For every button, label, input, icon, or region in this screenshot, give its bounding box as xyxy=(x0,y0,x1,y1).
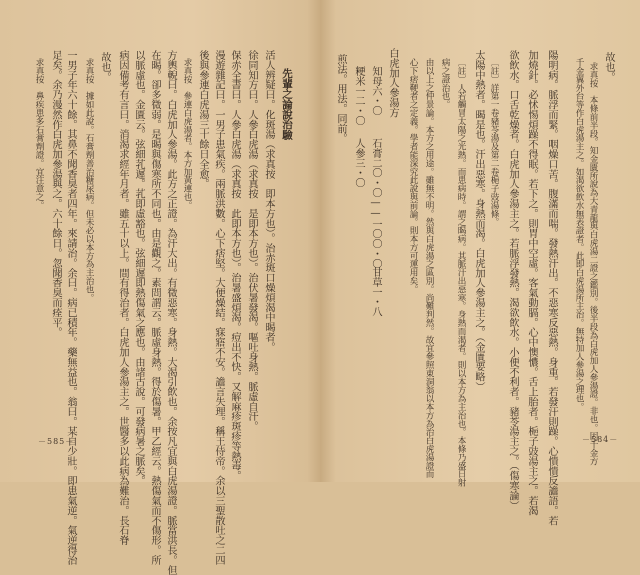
text-column: 欲飲水。口舌乾燥者。白虎加人參湯主之。若脈浮發熱。渴欲飲水。小便不利者。豬苓湯主之。（傷寒論） xyxy=(507,50,518,511)
page-number: －585－ xyxy=(38,437,75,446)
formula-ingredient: 甘草一・八 xyxy=(370,267,381,317)
formula-ingredient: 人參三・〇 xyxy=(353,138,364,188)
text-column: 病因備考有言曰。消渴求經年月者。雖五十以上。間有得治者。白虎加人參湯主之。世醫多以此病為難治。長石脊 xyxy=(117,50,128,546)
note-column: 千金翼外台等作白虎湯主之。如渴欲飲水無表證者。此即白虎湯所主治。無特加人參湯之理也。 xyxy=(574,58,584,411)
formula-ingredient: 粳米一二・〇 xyxy=(353,66,364,126)
note-column: 求真按 鼻疾患多石膏劑證。宜注意之。 xyxy=(34,58,44,210)
text-column: 後與參連白虎湯三十餘日全愈。 xyxy=(197,50,208,189)
text-column: 故也。 xyxy=(99,52,110,82)
text-column: 足矣。余乃漫然作白虎加參湯與之。六十餘日。忽聞香臭而痊平。 xyxy=(50,50,61,338)
text-column: 故也。 xyxy=(603,52,614,82)
text-column: 以脈虛也。金匱云。弦細芤遲。芤即虛豁也。弦細遲即熱傷氣之應也。由諸古說。可發病暑之脈矣。 xyxy=(133,50,144,486)
text-column: 漫遊雜記曰。一男子患氣疾。兩脈洪數。心下痞堅。大便燥結。寐寤不安。譫言失理。稱王侍帝。余以三聖散吐之二四 xyxy=(213,50,224,565)
text-column: 一男子年六十餘。其鼻不聞香臭者四年。來請治。余曰。病已積年。藥無益也。翁曰。某自少壯。即患氣逆。氣逆得治 xyxy=(65,50,76,565)
note-column: 求真按 參連白虎湯者。本方加黃連也。 xyxy=(182,58,192,210)
right-page xyxy=(320,0,640,526)
note-column: 病之證治也。 xyxy=(440,58,450,109)
note-column: 由以上之仲景論。本方之用途。雖無不明。然與白虎湯之區別。尚難判然。故宜參照東洞翁以本方為治白虎湯證而 xyxy=(424,58,434,478)
note-column: 〔註〕人若觸冒太陽之光熱。而患病時。謂之暍病。其脈汗出惡寒。身熱而渴者。則以本方為主治也。本條乃盛日射 xyxy=(456,58,466,487)
formula-title: 白虎加人參湯方 xyxy=(387,48,398,118)
text-column: 加燒針。必怵惕煩躁不得眠。若下之。則胃中空虛。客氣動膈。心中懊憹。舌上胎者。梔子豉湯主之。若渴 xyxy=(526,50,537,516)
formula-note: 煎法。用法。同前。 xyxy=(335,54,346,144)
formula-ingredient: 石膏二〇・〇——一〇〇・〇 xyxy=(370,138,381,269)
note-column: 〔註〕詳第一卷豬苓湯及第二卷梔子豉湯條。 xyxy=(489,58,499,226)
note-column: 心下痞鞕者之定義。學者能深究此說與前論。則本方可運用矣。 xyxy=(408,58,418,294)
text-column: 陽明病。脈浮而緊。咽燥口苦。腹滿而喘。發熱汗出。不惡寒反惡熱。身重。若發汗則躁。心憒憒反譫語。若 xyxy=(546,50,557,526)
text-column: 徐同知方曰。人參白虎湯（求真按 是即本方也）。治伏暑發渴。嘔吐身熱。脈虛自汗。 xyxy=(246,50,257,432)
text-column: 活人辨疑曰。化斑湯（求真按 即本方也）。治赤斑口燥煩渴中暍者。 xyxy=(263,50,274,352)
text-column: 保赤全書曰。人參白虎湯（求真按 此即本方也）。治暑盛煩渴。痘出不快。又解麻疹斑疹等熱毒。 xyxy=(229,50,240,481)
note-column: 求真按 據如此說。石膏劑善治糖尿病。但未必以本方為主治也。 xyxy=(84,58,94,302)
text-column: 方輿輗曰。白虎加人參湯。此方之正證。為汗大出。有微惡寒。身熱。大渴引飲也。余按凡宜與白虎湯證。脈當洪長。但 xyxy=(165,50,176,575)
section-heading: 先輩之論說治驗 xyxy=(281,68,293,140)
text-column: 在暍。卻多微弱。是暍與傷寒所不同也。由是觀之。素問謂云。脈虛身熱。得於傷暑。甲乙經云。熱傷氣而不傷形。所 xyxy=(149,50,160,565)
text-column: 太陽中熱者。暍是也。汗出惡寒。身熱而渴。白虎加人參湯主之。（金匱要略） xyxy=(473,50,484,392)
page-number: －584－ xyxy=(582,435,619,444)
note-column: 求真按 本條前半段。知金匱所說為大青龍與白虎湯二證之鑑別。後半段為白虎加人參湯證。非也。因千金方 xyxy=(588,62,598,466)
formula-ingredient: 知母六・〇 xyxy=(370,66,381,116)
